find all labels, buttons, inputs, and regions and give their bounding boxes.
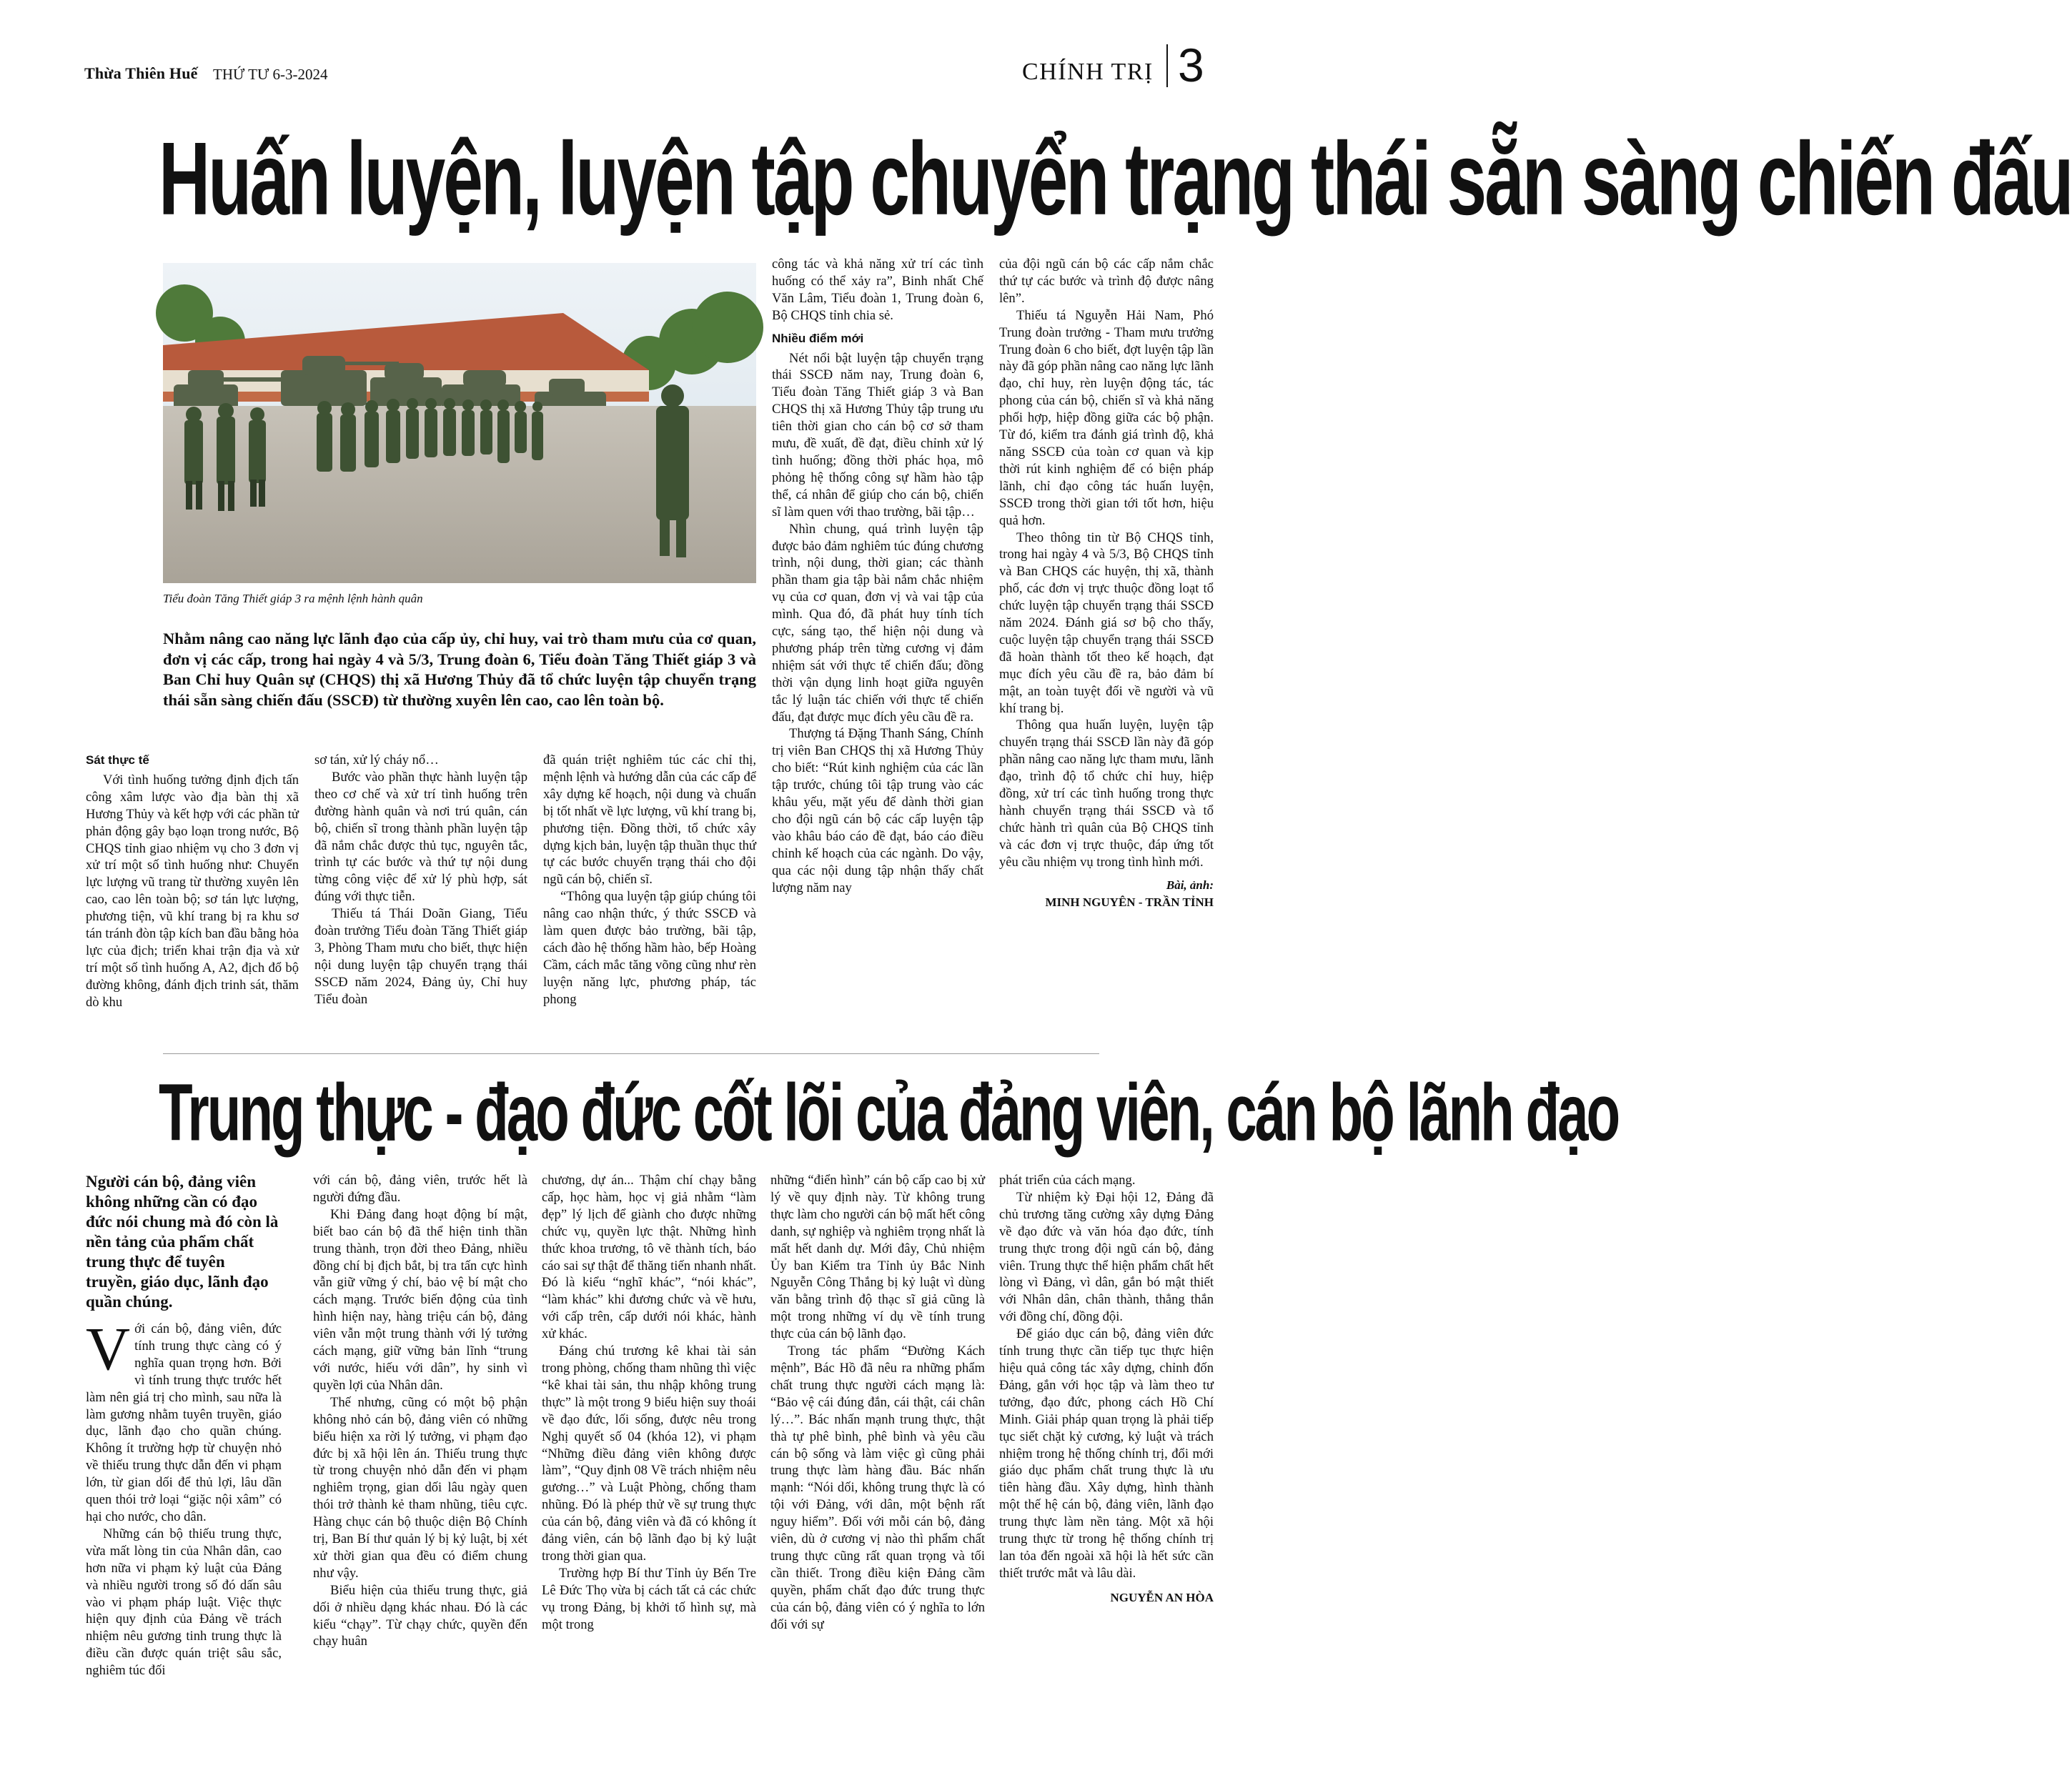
article2-paragraph: những “điển hình” cán bộ cấp cao bị xử lý về quy định này. Từ không trung thực làm cho người cán bộ mất hết công danh, sự nghiệp và nghiêm trọng nhất là mất hết danh dự. Mới đây, Chủ nhiệm Ủy ban Kiểm tra Tỉnh ủy Bắc Ninh Nguyễn Công Thắng bị kỷ luật vì dùng văn bằng trình độ thạc sĩ giả cũng là một trong những ví dụ về tính trung thực của cán bộ lãnh đạo. <box>770 1173 985 1342</box>
article2-paragraph: phát triển của cách mạng. <box>999 1173 1136 1188</box>
article1-paragraph: Với tình huống tưởng định địch tấn công xâm lược vào địa bàn thị xã Hương Thủy và kết hợp với các phần tử phản động gây bạo loạn trong nước, Bộ CHQS tỉnh giao nhiệm vụ cho 3 đơn vị xử trí một số tình huống như: Chuyển lực lượng vũ trang từ thường xuyên lên cao, cao lên toàn bộ; sơ tán lực lượng, phương tiện, vũ khí trang bị ra khu sơ tán tránh đòn tập kích ban đầu bằng hỏa lực của địch; triển khai trận địa và xử trí một số tình huống A, A2, địch đổ bộ đường không, đánh địch trinh sát, thăm dò khu <box>86 772 299 1010</box>
article2-paragraph: Từ nhiệm kỳ Đại hội 12, Đảng đã chủ trương tăng cường xây dựng Đảng về đạo đức và văn hóa đạo đức, tính trung thực trong đội ngũ cán bộ, đảng viên. Trung thực thể hiện phẩm chất hết lòng vì Đảng, vì dân, gắn bó mật thiết với Nhân dân, chân thành, thẳng thắn với đồng chí, đồng đội. <box>999 1189 1214 1325</box>
article1-paragraph: công tác và khả năng xử trí các tình huống có thể xảy ra”, Binh nhất Chế Văn Lâm, Tiểu đoàn 1, Trung đoàn 6, Bộ CHQS tỉnh chia sẻ. <box>772 257 983 323</box>
article1-paragraph: Thiếu tá Nguyễn Hải Nam, Phó Trung đoàn trưởng - Tham mưu trưởng Trung đoàn 6 cho biết, đợt luyện tập lần này đã góp phần nâng cao năng lực lãnh đạo, chỉ huy, rèn luyện động tác, tác phong của cán bộ, chiến sĩ và khả năng phối hợp, hiệp đồng giữa các bộ phận. Từ đó, kiểm tra đánh giá trình độ, khả năng SSCĐ của toàn cơ quan và kịp thời rút kinh nghiệm để có biện pháp lãnh, chỉ đạo công tác huấn luyện, SSCĐ trong thời gian tới tốt hơn, hiệu quả hơn. <box>999 307 1214 528</box>
article1-paragraph: Bước vào phần thực hành luyện tập theo cơ chế và xử trí tình huống trên đường hành quân và nơi trú quân, cán bộ, chiến sĩ trong thành phần luyện tập đã nắm chắc được thủ tục, nguyên tắc, trình tự các bước và thứ tự nội dung từng công việc để xử lý phù hợp, sát đúng với thực tiễn. <box>314 769 527 905</box>
page-number: 3 <box>1178 39 1204 91</box>
article1-lead: Nhằm nâng cao năng lực lãnh đạo của cấp ủy, chỉ huy, vai trò tham mưu của cơ quan, đơn vị các cấp, trong hai ngày 4 và 5/3, Trung đoàn 6, Tiểu đoàn Tăng Thiết giáp 3 và Ban Chỉ huy Quân sự (CHQS) thị xã Hương Thủy đã tổ chức luyện tập chuyển trạng thái sẵn sàng chiến đấu (SSCĐ) từ thường xuyên lên cao, cao lên toàn bộ. <box>163 630 756 709</box>
article2-headline: Trung thực - đạo đức cốt lõi của đảng viên, cán bộ lãnh đạo <box>159 1066 1619 1158</box>
section-name: CHÍNH TRỊ <box>1022 59 1154 85</box>
article1-paragraph: đã quán triệt nghiêm túc các chỉ thị, mệnh lệnh và hướng dẫn của các cấp để xây dựng kế hoạch, nội dung và chuẩn bị tốt nhất về lực lượng, vũ khí trang bị, phương tiện. Đồng thời, tổ chức xây dựng kịch bản, luyện tập thuần thục thứ tự các bước chuyển trạng thái cho đội ngũ cán bộ, chiến sĩ. <box>543 753 756 888</box>
article2-column-1 <box>86 1314 282 1679</box>
article2-column-3 <box>542 1172 756 1633</box>
article1-headline: Huấn luyện, luyện tập chuyển trạng thái sẵn sàng chiến đấu <box>159 121 2072 237</box>
article2-paragraph: Để giáo dục cán bộ, đảng viên đức tính trung thực cần tiếp tục thực hiện hiệu quả công tác xây dựng, chỉnh đốn Đảng, gắn với học tập và làm theo tư tưởng, đạo đức, phong cách Hồ Chí Minh. Giải pháp quan trọng là phải tiếp tục siết chặt kỷ cương, kỷ luật và trách nhiệm trong hệ thống chính trị, đổi mới giáo dục phẩm chất trung thực là ưu tiên hàng đầu. Xây dựng, hình thành một thế hệ cán bộ, đảng viên, lãnh đạo trung thực làm nền tảng. Một xã hội trung thực từ trong hệ thống chính trị lan tỏa đến ngoài xã hội là hết sức cần thiết trước mắt và lâu dài. <box>999 1326 1214 1581</box>
article2-column-2 <box>313 1172 527 1650</box>
article1-paragraph: Theo thông tin từ Bộ CHQS tỉnh, trong hai ngày 4 và 5/3, Bộ CHQS tỉnh và Ban CHQS các huyện, thị xã, thành phố, các đơn vị trực thuộc đồng loạt tổ chức luyện tập chuyển trạng thái SSCĐ năm 2024. Đánh giá sơ bộ cho thấy, cuộc luyện tập chuyển trạng thái SSCĐ đã hoàn thành tốt theo kế hoạch, đạt mục đích yêu cầu đề ra, bảo đảm bí mật, an toàn tuyệt đối về người và vũ khí trang bị. <box>999 530 1214 716</box>
article1-paragraph: Thượng tá Đặng Thanh Sáng, Chính trị viên Ban CHQS thị xã Hương Thủy cho biết: “Rút kinh nghiệm của các lần tập trước, chúng tôi tập trung vào các khâu yếu, mặt yếu để dành thời gian cho đội ngũ cán bộ các cấp luyện tập vào khâu báo cáo đề đạt, báo cáo điều chỉnh kế hoạch của các ngành. Do vậy, qua các nội dung tập nhận thấy chất lượng năm nay <box>772 726 983 895</box>
article1-column-1 <box>86 752 299 1011</box>
article2-paragraph: Những cán bộ thiếu trung thực, vừa mất lòng tin của Nhân dân, cao hơn nữa vi phạm kỷ luật của Đảng và nhiều người trong số đó dấn sâu vào vi phạm pháp luật. Việc thực hiện quy định của Đảng về trách nhiệm nêu gương tinh trung thực là điều cần được quán triệt sâu sắc, nghiêm túc đối <box>86 1526 282 1679</box>
article1-paragraph: Nhìn chung, quá trình luyện tập được bảo đảm nghiêm túc đúng chương trình, nội dung, thời gian; các thành phần tham gia tập bài nắm chắc nhiệm vụ của cơ quan, đơn vị và vai tập của mình. Qua đó, đã phát huy tính tích cực, sáng tạo, thể hiện nội dung và phương pháp trên từng cương vị đảm nhiệm sát với thực tế chiến đấu; đồng thời vận dụng linh hoạt giữa nguyên tắc lý luận tác chiến với thực tế chiến đấu, đạt được mục đích yêu cầu đề ra. <box>772 521 983 725</box>
article2-paragraph: Biểu hiện của thiếu trung thực, giả dối ở nhiều dạng khác nhau. Đó là các kiểu “chạy”. Từ chạy chức, quyền đến chạy huân <box>313 1582 527 1649</box>
article2-column-5 <box>999 1172 1214 1606</box>
article1-paragraph: Thiếu tá Thái Doãn Giang, Tiểu đoàn trưởng Tiểu đoàn Tăng Thiết giáp 3, Phòng Tham mưu cho biết, thực hiện nội dung luyện tập chuyển trạng thái SSCĐ năm 2024, Đảng ủy, Chỉ huy Tiểu đoàn <box>314 906 527 1007</box>
article2-paragraph: Khi Đảng đang hoạt động bí mật, biết bao cán bộ đã thể hiện tinh thần trung thành, trọn đời theo Đảng, nhiều đồng chí bị địch bắt, bị tra tấn cực hình vẫn giữ vững ý chí, bảo vệ bí mật cho cách mạng. Trước biến động của tình hình hiện nay, hàng triệu cán bộ, đảng viên vẫn một trung thành với lý tưởng cách mạng, giữ vững bản lĩnh “trung với nước, hiếu với dân”, hy sinh vì quyền lợi của Nhân dân. <box>313 1206 527 1393</box>
article2-column-4 <box>770 1172 985 1633</box>
article2-lead: Người cán bộ, đảng viên không những cần có đạo đức nói chung mà đó còn là nền tảng của phẩm chất trung thực để tuyên truyền, giáo dục, lãnh đạo quần chúng. <box>86 1173 279 1311</box>
article2-paragraph: chương, dự án... Thậm chí chạy bằng cấp, học hàm, học vị giả nhằm “làm đẹp” lý lịch để giành cho được những chức vụ, quyền lực thật. Những hình thức khoa trương, tô vẽ thành tích, báo cáo sai sự thật để thăng tiến nhanh nhất. Đó là kiểu “nghĩ khác”, “nói khác”, “làm khác” khi đương chức và về hưu, với cấp trên, cấp dưới nói khác, hành xử khác. <box>542 1173 756 1342</box>
article2-credit-names: NGUYỄN AN HÒA <box>1110 1590 1214 1604</box>
article1-subhead-2: Nhiều điểm mới <box>772 331 864 345</box>
section-divider <box>1166 44 1168 87</box>
article2-paragraph: Đáng chú trương kê khai tài sản trong phòng, chống tham nhũng thì việc “kê khai tài sản, thu nhập không trung thực” là một trong 9 biểu hiện suy thoái về đạo đức, lối sống, được nêu trong Nghị quyết số 04 (khóa 12), vi phạm “Những điều đảng viên không được làm”, “Quy định 08 Về trách nhiệm nêu gương…” và Luật Phòng, chống tham nhũng. Đó là phép thử về sự trung thực của cán bộ, đảng viên và đã có không ít đảng viên, cán bộ lãnh đạo bị kỷ luật trong thời gian qua. <box>542 1344 756 1564</box>
masthead-paper-name: Thừa Thiên Huế <box>84 64 198 82</box>
article1-subhead-1: Sát thực tế <box>86 753 149 767</box>
article1-paragraph: Thông qua huấn luyện, luyện tập chuyển trạng thái SSCĐ lần này đã góp phần nâng cao năng lực tham mưu, lãnh đạo, trình độ tổ chức chỉ huy, hiệp đồng, xử trí các tình huống trong thực hành chuyển trạng thái SSCĐ và tổ chức hành trì quân của Bộ CHQS tỉnh và các đơn vị trực thuộc, đáp ứng tốt yêu cầu nhiệm vụ trong tình hình mới. <box>999 717 1214 870</box>
article1-credit-names: MINH NGUYÊN - TRẦN TỈNH <box>1045 895 1214 909</box>
article2-paragraph: với cán bộ, đảng viên, trước hết là người đứng đầu. <box>313 1173 527 1205</box>
article1-column-2 <box>314 752 527 1008</box>
article2-dropcap: V <box>86 1314 131 1383</box>
article1-paragraph: “Thông qua luyện tập giúp chúng tôi nâng cao nhận thức, ý thức SSCĐ và làm quen được bảo trường, bãi tập, cách đào hệ thống hầm hào, bếp Hoàng Cầm, cách mắc tăng võng cũng như rèn luyện năng lực, phương pháp, tác phong <box>543 889 756 1007</box>
article1-photo-caption: Tiểu đoàn Tăng Thiết giáp 3 ra mệnh lệnh hành quân <box>163 592 423 605</box>
soldiers-formation-illustration <box>163 263 756 583</box>
article1-photo <box>163 263 756 583</box>
masthead-date: THỨ TƯ 6-3-2024 <box>213 66 328 83</box>
article1-column-5 <box>999 256 1214 910</box>
article2-paragraph: Trong tác phẩm “Đường Kách mệnh”, Bác Hồ đã nêu ra những phẩm chất trung thực người cách mạng là: “Bảo vệ cái đúng đắn, cái thật, cái chân lý…”. Bác nhấn mạnh trung thực, thật thà tự phê bình, phê bình và yêu cầu cán bộ sống và làm việc gì cũng phải trung thực làm hàng đầu. Bác nhấn mạnh: “Nói dối, không trung thực là có tội với Đảng, với dân, một bệnh rất nguy hiểm”. Đối với mỗi cán bộ, đảng viên, dù ở cương vị nào thì phẩm chất trung thực cũng rất quan trọng và tối cần thiết. Trong điều kiện Đảng cầm quyền, phẩm chất đạo đức trung thực của cán bộ, đảng viên có ý nghĩa to lớn đối với sự <box>770 1344 985 1632</box>
article2-paragraph: ới cán bộ, đảng viên, đức tính trung thực càng có ý nghĩa quan trọng hơn. Bởi vì tính trung thực trước hết làm nên giá trị cho mình, sau nữa là làm gương nhằm tuyên truyền, giáo dục, lãnh đạo cho quần chúng. Không ít trường hợp từ chuyện nhỏ về thiếu trung thực dẫn đến vi phạm lớn, từ gian dối để thủ lợi, lâu dần quen thói trở loại “giặc nội xâm” có hại cho nước, cho dân. <box>86 1321 282 1524</box>
article1-paragraph: Nét nổi bật luyện tập chuyển trạng thái SSCĐ năm nay, Trung đoàn 6, Tiểu đoàn Tăng Thiết giáp 3 và Ban CHQS thị xã Hương Thủy tập trung ưu tiên thời gian cho cán bộ cơ sở tham mưu, đề xuất, đề đạt, điều chỉnh xử lý tình huống; đồng thời phác họa, mô phỏng hệ thống công sự hầm hào tập thể, cá nhân để giúp cho cán bộ, chiến sĩ làm quen với thao trường, bãi tập… <box>772 350 983 520</box>
article-separator <box>163 1053 1099 1054</box>
article1-column-4 <box>772 256 983 897</box>
article1-paragraph: của đội ngũ cán bộ các cấp nắm chắc thứ tự các bước và trình độ được nâng lên”. <box>999 257 1214 306</box>
article2-paragraph: Thế nhưng, cũng có một bộ phận không nhỏ cán bộ, đảng viên có những biểu hiện xa rời lý tưởng, vi phạm đạo đức bị xã hội lên án. Thiếu trung thực từ trong chuyện nhỏ dẫn đến vi phạm nghiêm trọng, gian dối lâu ngày quen thói trở thành kẻ tham nhũng, tiêu cực. Hàng chục cán bộ thuộc diện Bộ Chính trị, Ban Bí thư quản lý bị kỷ luật, bị xét xử thời gian qua đều có điểm chung như vậy. <box>313 1394 527 1581</box>
article1-paragraph: sơ tán, xử lý cháy nổ… <box>314 753 439 768</box>
article2-paragraph: Trường hợp Bí thư Tỉnh ủy Bến Tre Lê Đức Thọ vừa bị cách tất cả các chức vụ trong Đảng, bị khởi tố hình sự, mà một trong <box>542 1565 756 1632</box>
article1-column-3 <box>543 752 756 1008</box>
article1-credit-label: Bài, ảnh: <box>1166 878 1214 892</box>
